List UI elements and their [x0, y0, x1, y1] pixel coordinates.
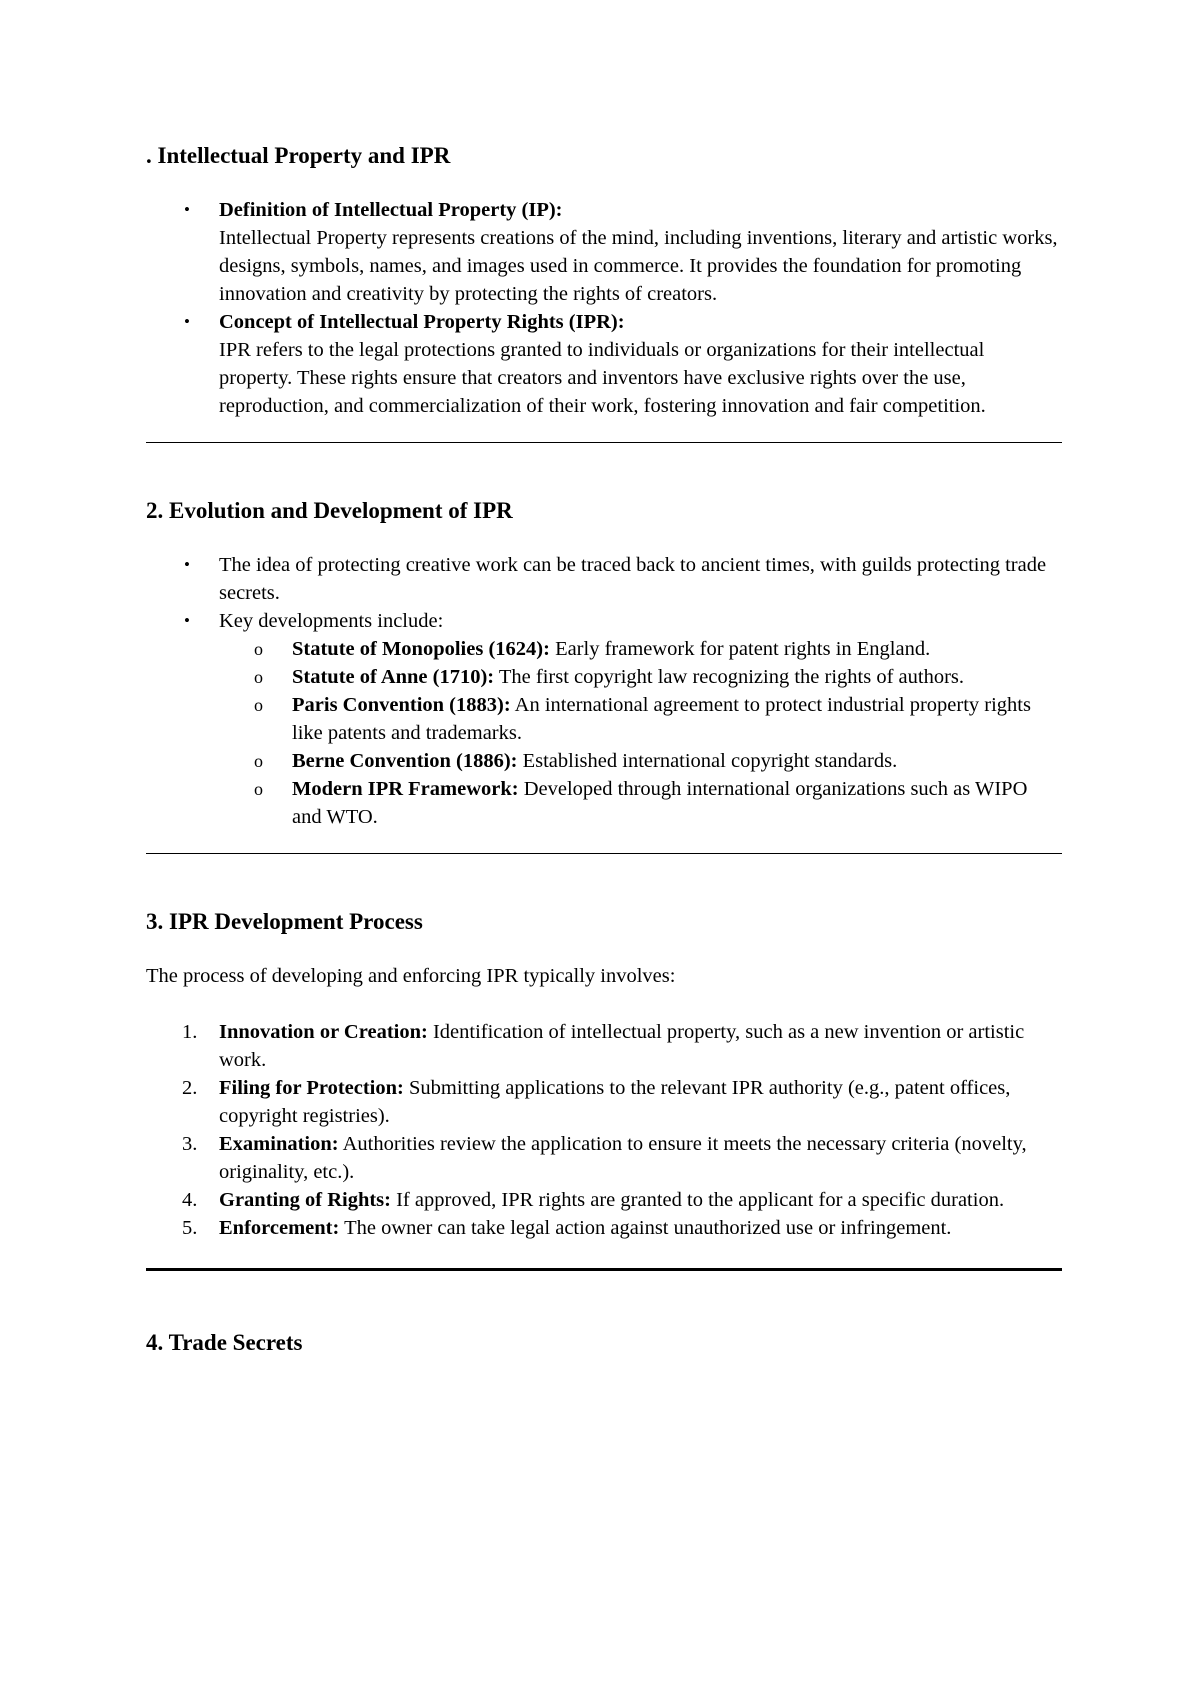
sub-list-item [219, 775, 1062, 831]
item-number: 5. [182, 1217, 198, 1239]
numbered-item [146, 1018, 1062, 1074]
item-number: 3. [182, 1133, 198, 1155]
item-text: Developed through international organizations such as WIPO and WTO. [292, 778, 1028, 828]
item-text: The first copyright law recognizing the rights of authors. [494, 666, 965, 688]
item-text: If approved, IPR rights are granted to the applicant for a specific duration. [390, 1189, 1005, 1211]
item-term: Statute of Monopolies (1624): [292, 638, 550, 660]
item-text: Identification of intellectual property, such as a new invention or artistic work. [219, 1021, 1025, 1071]
list-item [146, 607, 1062, 831]
sub-list-item [219, 691, 1062, 747]
numbered-item [146, 1130, 1062, 1186]
item-term: Modern IPR Framework: [292, 778, 519, 800]
item-term: Filing for Protection: [219, 1077, 404, 1099]
item-term: Statute of Anne (1710): [292, 666, 495, 688]
item-term: Berne Convention (1886): [292, 750, 518, 772]
item-text: Key developments include: [219, 610, 444, 632]
bullet-icon: • [184, 200, 190, 219]
item-text: An international agreement to protect industrial property rights like patents and trademarks. [292, 694, 1031, 744]
circle-bullet-icon: o [254, 751, 263, 771]
section-3-intro: The process of developing and enforcing IPR typically involves: [146, 965, 676, 987]
item-text: Early framework for patent rights in England. [549, 638, 931, 660]
item-text: The idea of protecting creative work can be traced back to ancient times, with guilds protecting trade secrets. [219, 554, 1047, 604]
circle-bullet-icon: o [254, 667, 263, 687]
item-text: Submitting applications to the relevant IPR authority (e.g., patent offices, copyright registries). [219, 1077, 1011, 1127]
item-number: 2. [182, 1077, 198, 1099]
item-text: IPR refers to the legal protections granted to individuals or organizations for their intellectual property. These rights ensure that creators and inventors have exclusive rights over the use, reproduction, and commercialization of their work, fostering innovation and fair competition. [219, 339, 986, 417]
item-term: Examination: [219, 1133, 339, 1155]
item-text: Established international copyright standards. [517, 750, 898, 772]
sub-list-item [219, 663, 1062, 691]
circle-bullet-icon: o [254, 695, 263, 715]
item-number: 1. [182, 1021, 198, 1043]
section-3-heading: 3. IPR Development Process [146, 909, 423, 934]
section-1-heading: . Intellectual Property and IPR [146, 143, 451, 168]
item-term: Concept of Intellectual Property Rights (IPR): [219, 311, 625, 333]
list-item [146, 196, 1062, 308]
item-number: 4. [182, 1189, 198, 1211]
item-term: Granting of Rights: [219, 1189, 391, 1211]
circle-bullet-icon: o [254, 639, 263, 659]
item-term: Innovation or Creation: [219, 1021, 428, 1043]
sub-list [219, 635, 1062, 831]
bullet-icon: • [184, 555, 190, 574]
circle-bullet-icon: o [254, 779, 263, 799]
list-item [146, 551, 1062, 607]
bullet-icon: • [184, 611, 190, 630]
item-term: Paris Convention (1883): [292, 694, 511, 716]
document-page [146, 142, 1062, 1357]
section-1-list [146, 196, 1062, 420]
numbered-item [146, 1186, 1062, 1214]
bullet-icon: • [184, 312, 190, 331]
section-2-heading: 2. Evolution and Development of IPR [146, 498, 513, 523]
item-text: Intellectual Property represents creations of the mind, including inventions, literary and artistic works, designs, symbols, names, and images used in commerce. It provides the foundation for promoting innovation and creativity by protecting the rights of creators. [219, 227, 1058, 305]
numbered-item [146, 1074, 1062, 1130]
sub-list-item [219, 635, 1062, 663]
item-text: Authorities review the application to ensure it meets the necessary criteria (novelty, originality, etc.). [219, 1133, 1027, 1183]
section-2-list [146, 551, 1062, 831]
list-item [146, 308, 1062, 420]
item-term: Enforcement: [219, 1217, 340, 1239]
section-4-heading: 4. Trade Secrets [146, 1330, 303, 1355]
sub-list-item [219, 747, 1062, 775]
item-text: The owner can take legal action against unauthorized use or infringement. [339, 1217, 952, 1239]
section-3-list [146, 1018, 1062, 1242]
item-term: Definition of Intellectual Property (IP): [219, 199, 563, 221]
numbered-item [146, 1214, 1062, 1242]
